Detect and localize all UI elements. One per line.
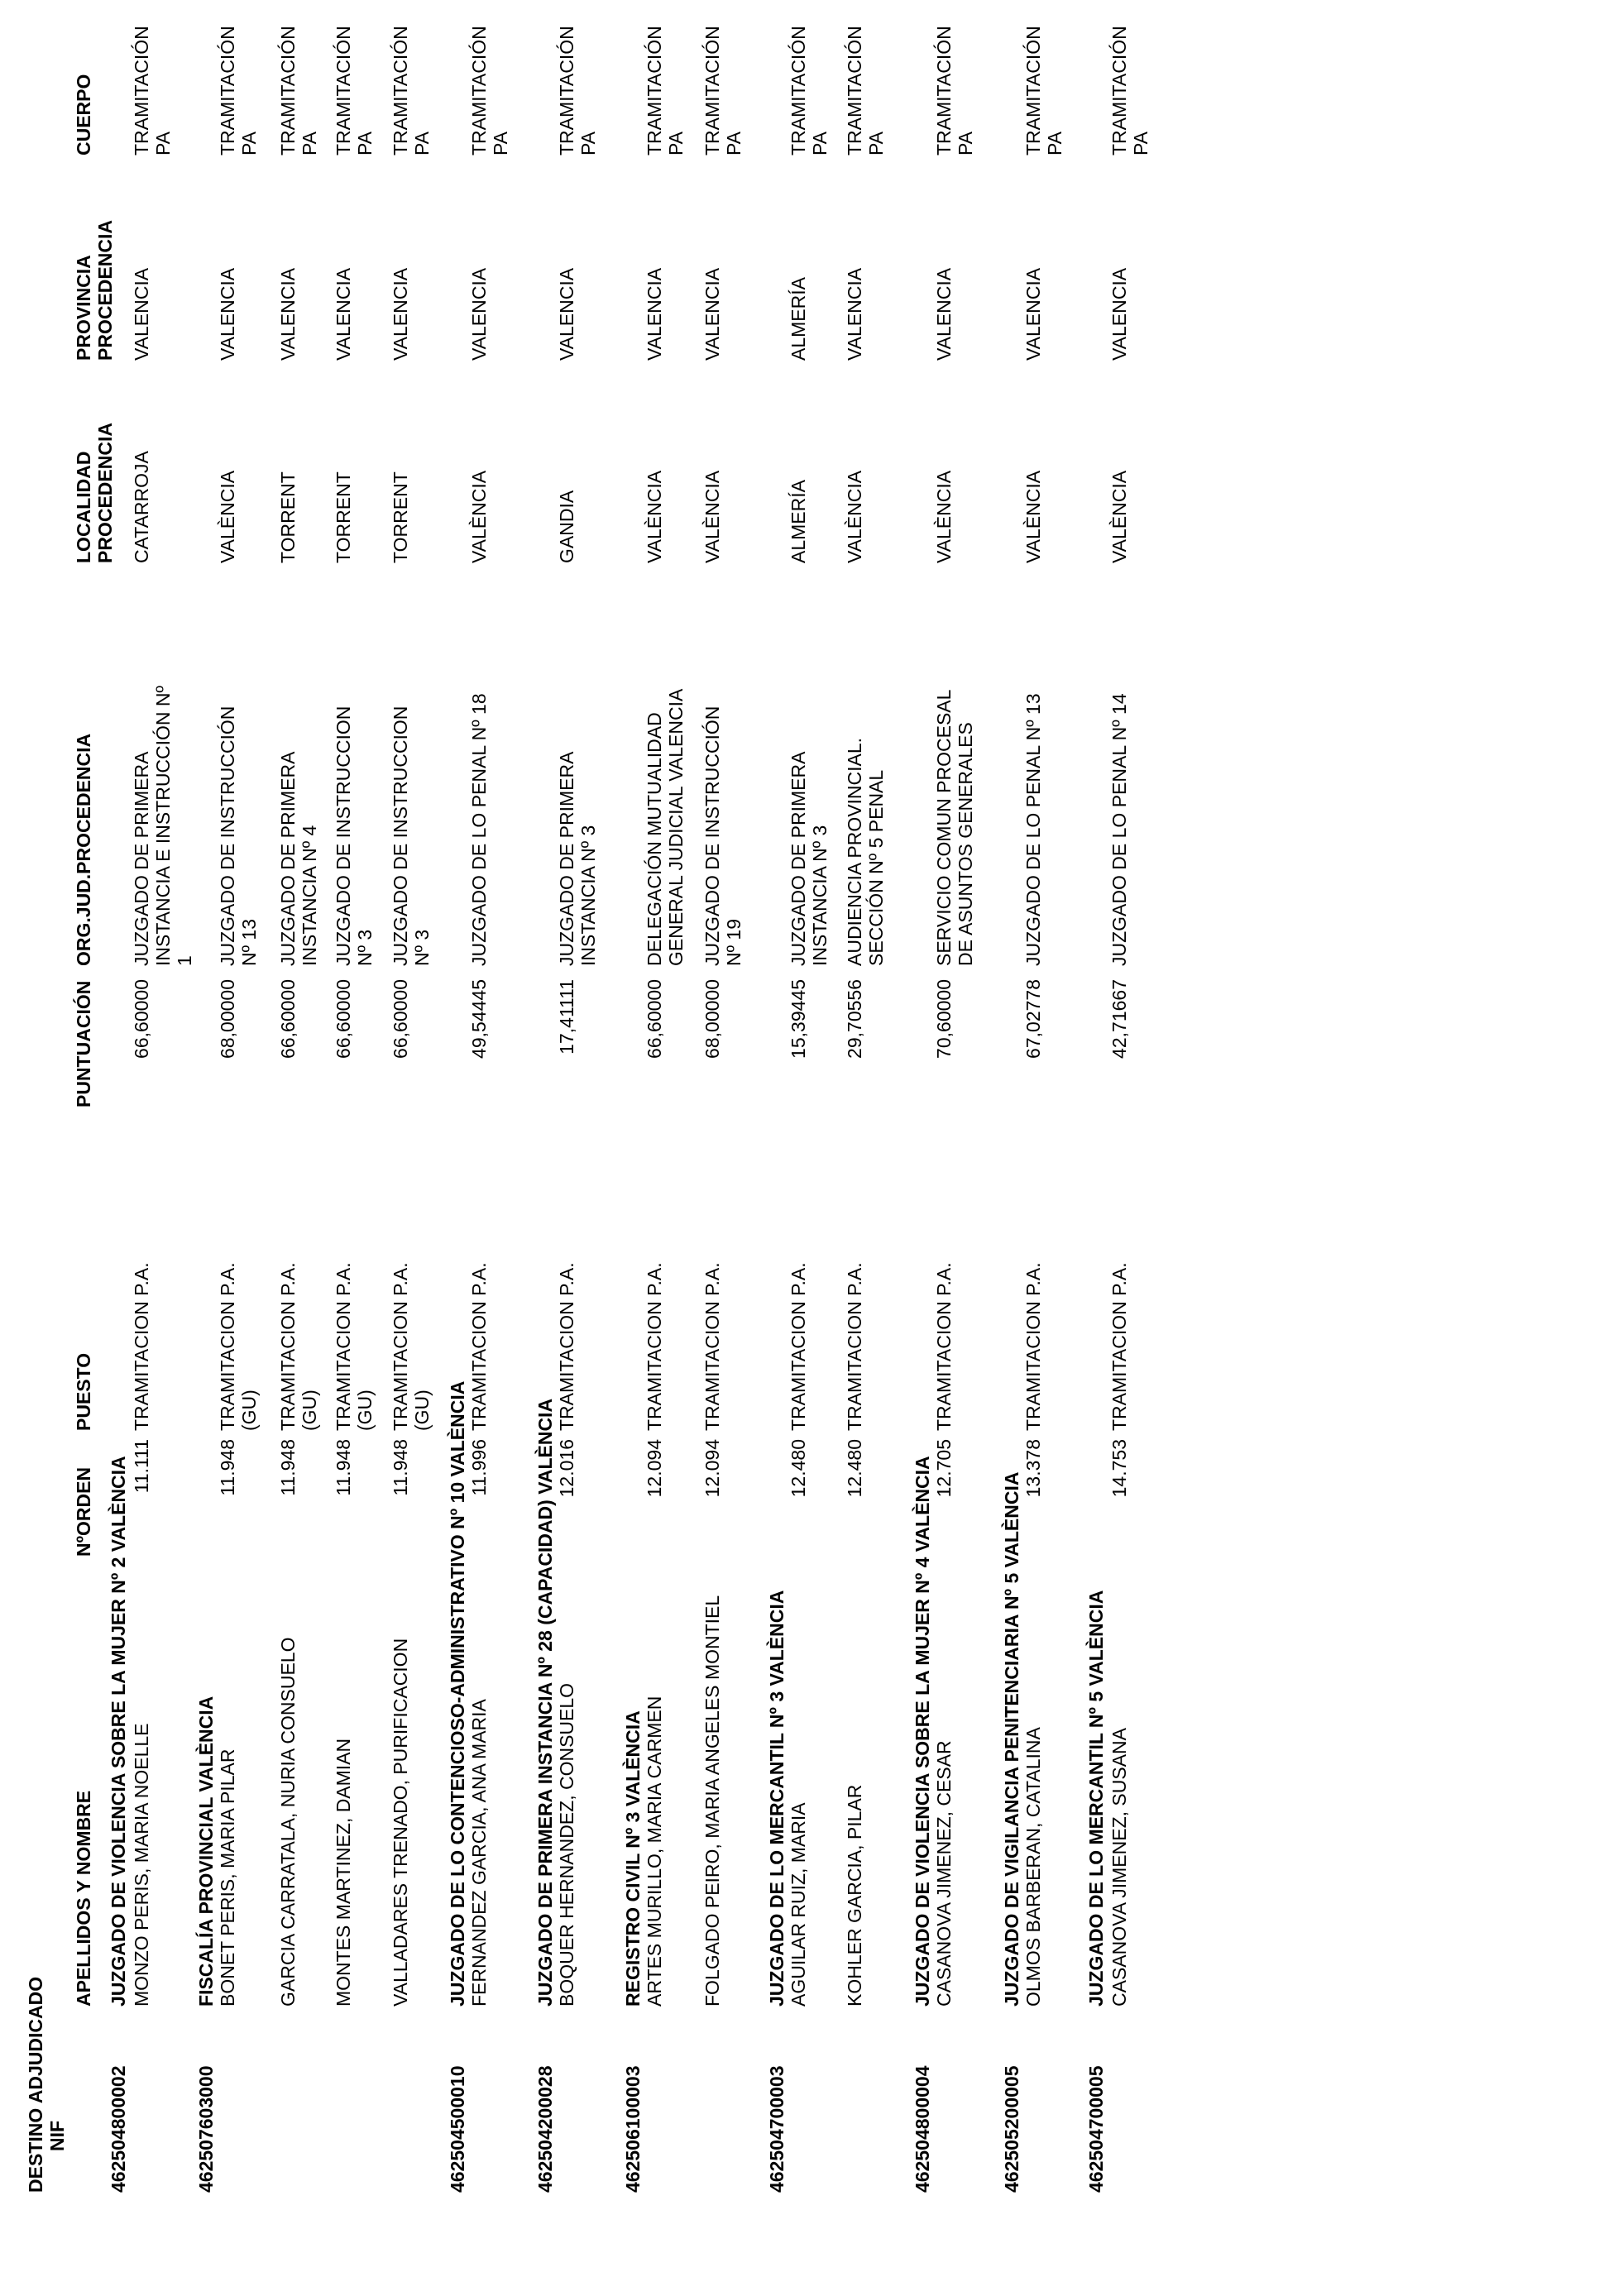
destino-nombre: JUZGADO DE LO MERCANTIL Nº 5 VALÈNCIA [1085,1590,1107,2007]
cell-provincia: VALENCIA [277,267,299,361]
destino-nombre: JUZGADO DE VIOLENCIA SOBRE LA MUJER Nº 2 VALÈNCIA [108,1456,129,2007]
cell-org-procedencia: JUZGADO DE LO PENAL Nº 18 [468,693,490,966]
cell-localidad: VALÈNCIA [468,470,490,563]
cell-puesto: TRAMITACION P.A. (GU) [333,1262,376,1431]
cell-puntuacion: 49,54445 [468,979,490,1059]
cell-org-procedencia: JUZGADO DE PRIMERA INSTANCIA Nº 3 [788,752,831,966]
destino-nif: 462507603000 [195,2065,217,2193]
cell-cuerpo: TRAMITACIÓN PA [1108,26,1151,155]
cell-puesto: TRAMITACION P.A. [1108,1262,1130,1431]
document-title: DESTINO ADJUDICADO [25,1976,46,2193]
cell-cuerpo: TRAMITACIÓN PA [468,26,511,155]
cell-provincia: VALENCIA [1022,267,1044,361]
cell-org-procedencia: SERVICIO COMUN PROCESAL DE ASUNTOS GENERALES [933,690,976,966]
cell-localidad: VALÈNCIA [1022,470,1044,563]
cell-cuerpo: TRAMITACIÓN PA [217,26,260,155]
header-cuerpo: CUERPO [73,74,94,155]
cell-org-procedencia: JUZGADO DE LO PENAL Nº 14 [1108,693,1130,966]
cell-puntuacion: 29,70556 [844,979,865,1059]
cell-puesto: TRAMITACION P.A. [644,1262,665,1431]
cell-localidad: TORRENT [277,471,299,563]
cell-puesto: TRAMITACION P.A. [701,1262,723,1431]
cell-localidad: GANDIA [556,490,577,563]
cell-puesto: TRAMITACION P.A. (GU) [390,1262,433,1431]
header-norden: NºORDEN [73,1466,94,1557]
destino-nif: 462504800002 [108,2065,129,2193]
destino-nif: 462504200028 [534,2065,556,2193]
cell-norden: 11.948 [390,1439,411,1496]
cell-nombre: ARTES MURILLO, MARIA CARMEN [644,1696,665,2007]
cell-puntuacion: 42,71667 [1108,979,1130,1059]
destino-nif: 462504700003 [766,2065,788,2193]
cell-cuerpo: TRAMITACIÓN PA [277,26,320,155]
cell-org-procedencia: JUZGADO DE PRIMERA INSTANCIA Nº 4 [277,752,320,966]
cell-nombre: CASANOVA JIMENEZ, CESAR [933,1740,955,2007]
cell-norden: 11.948 [217,1439,238,1496]
cell-localidad: ALMERÍA [788,480,809,563]
cell-provincia: VALENCIA [390,267,411,361]
cell-puntuacion: 17,41111 [556,979,577,1055]
cell-norden: 11.948 [277,1439,299,1496]
cell-norden: 12.705 [933,1439,955,1498]
cell-provincia: VALENCIA [556,267,577,361]
cell-org-procedencia: JUZGADO DE PRIMERA INSTANCIA Nº 3 [556,752,599,966]
destino-nif: 462505200005 [1001,2065,1022,2193]
cell-nombre: FERNANDEZ GARCIA, ANA MARIA [468,1699,490,2007]
cell-nombre: KOHLER GARCIA, PILAR [844,1784,865,2007]
destino-nombre: JUZGADO DE PRIMERA INSTANCIA Nº 28 (CAPACIDAD) VALÈNCIA [534,1398,556,2007]
cell-localidad: CATARROJA [131,451,152,563]
cell-puesto: TRAMITACION P.A. [788,1262,809,1431]
cell-puesto: TRAMITACION P.A. (GU) [277,1262,320,1431]
cell-puntuacion: 66,60000 [333,979,354,1059]
cell-org-procedencia: JUZGADO DE INSTRUCCIÓN Nº 19 [701,706,744,966]
cell-localidad: VALÈNCIA [1108,470,1130,563]
header-apellidos: APELLIDOS Y NOMBRE [73,1790,94,2007]
cell-localidad: VALÈNCIA [844,470,865,563]
header-puntuacion: PUNTUACIÓN [73,980,94,1107]
cell-nombre: GARCIA CARRATALA, NURIA CONSUELO [277,1637,299,2007]
cell-org-procedencia: JUZGADO DE LO PENAL Nº 13 [1022,693,1044,966]
cell-cuerpo: TRAMITACIÓN PA [844,26,887,155]
cell-puesto: TRAMITACION P.A. (GU) [217,1262,260,1431]
cell-puntuacion: 66,60000 [390,979,411,1059]
destino-nif: 462506100003 [622,2065,644,2193]
cell-provincia: VALENCIA [844,267,865,361]
cell-norden: 12.094 [644,1439,665,1498]
cell-puntuacion: 66,60000 [131,979,152,1059]
cell-org-procedencia: JUZGADO DE PRIMERA INSTANCIA E INSTRUCCIÓN Nº 1 [131,686,195,966]
header-localidad: LOCALIDAD PROCEDENCIA [73,423,116,563]
cell-provincia: VALENCIA [333,267,354,361]
cell-puesto: TRAMITACION P.A. [468,1262,490,1431]
cell-norden: 13.378 [1022,1439,1044,1498]
cell-provincia: VALENCIA [468,267,490,361]
destino-nombre: FISCALÍA PROVINCIAL VALÈNCIA [195,1696,217,2007]
header-puesto: PUESTO [73,1352,94,1431]
cell-puesto: TRAMITACION P.A. [131,1262,152,1431]
cell-cuerpo: TRAMITACIÓN PA [556,26,599,155]
cell-puntuacion: 67,02778 [1022,979,1044,1059]
destino-nif: 462504500010 [447,2065,468,2193]
cell-org-procedencia: AUDIENCIA PROVINCIAL. SECCIÓN Nº 5 PENAL [844,737,887,966]
cell-cuerpo: TRAMITACIÓN PA [131,26,174,155]
cell-cuerpo: TRAMITACIÓN PA [390,26,433,155]
cell-localidad: TORRENT [390,471,411,563]
cell-norden: 14.753 [1108,1439,1130,1498]
cell-puesto: TRAMITACION P.A. [1022,1262,1044,1431]
cell-provincia: VALENCIA [1108,267,1130,361]
destino-nombre: JUZGADO DE LO CONTENCIOSO-ADMINISTRATIVO Nº 10 VALÈNCIA [447,1380,468,2007]
cell-puesto: TRAMITACION P.A. [844,1262,865,1431]
cell-norden: 11.996 [468,1439,490,1496]
cell-localidad: VALÈNCIA [644,470,665,563]
cell-norden: 12.016 [556,1439,577,1498]
cell-norden: 11.948 [333,1439,354,1496]
cell-cuerpo: TRAMITACIÓN PA [933,26,976,155]
cell-norden: 12.480 [788,1439,809,1498]
cell-cuerpo: TRAMITACIÓN PA [1022,26,1065,155]
cell-localidad: TORRENT [333,471,354,563]
cell-nombre: BONET PERIS, MARIA PILAR [217,1748,238,2007]
cell-norden: 11.111 [131,1439,152,1494]
destino-nombre: JUZGADO DE LO MERCANTIL Nº 3 VALÈNCIA [766,1590,788,2007]
cell-provincia: VALENCIA [644,267,665,361]
cell-nombre: OLMOS BARBERAN, CATALINA [1022,1727,1044,2007]
cell-org-procedencia: JUZGADO DE INSTRUCCION Nº 3 [333,706,376,966]
cell-norden: 12.480 [844,1439,865,1498]
destino-nombre: REGISTRO CIVIL Nº 3 VALÈNCIA [622,1710,644,2007]
cell-localidad: VALÈNCIA [933,470,955,563]
cell-provincia: VALENCIA [217,267,238,361]
cell-nombre: MONZO PERIS, MARIA NOELLE [131,1723,152,2007]
cell-localidad: VALÈNCIA [217,470,238,563]
cell-norden: 12.094 [701,1439,723,1498]
cell-nombre: FOLGADO PEIRO, MARIA ANGELES MONTIEL [701,1595,723,2007]
cell-provincia: ALMERÍA [788,277,809,361]
cell-cuerpo: TRAMITACIÓN PA [333,26,376,155]
cell-localidad: VALÈNCIA [701,470,723,563]
cell-nombre: VALLADARES TRENADO, PURIFICACION [390,1638,411,2007]
cell-org-procedencia: DELEGACIÓN MUTUALIDAD GENERAL JUDICIAL VALENCIA [644,688,687,966]
cell-puntuacion: 66,60000 [277,979,299,1059]
cell-org-procedencia: JUZGADO DE INSTRUCCION Nº 3 [390,706,433,966]
destino-nif: 462504800004 [912,2065,933,2193]
cell-puesto: TRAMITACION P.A. [556,1262,577,1431]
cell-nombre: CASANOVA JIMENEZ, SUSANA [1108,1728,1130,2007]
cell-puntuacion: 66,60000 [644,979,665,1059]
cell-puntuacion: 68,00000 [701,979,723,1059]
cell-cuerpo: TRAMITACIÓN PA [644,26,687,155]
cell-cuerpo: TRAMITACIÓN PA [701,26,744,155]
cell-nombre: MONTES MARTINEZ, DAMIAN [333,1738,354,2007]
destino-nif: 462504700005 [1085,2065,1107,2193]
cell-org-procedencia: JUZGADO DE INSTRUCCIÓN Nº 13 [217,706,260,966]
destino-nombre: JUZGADO DE VIGILANCIA PENITENCIARIA Nº 5 VALÈNCIA [1001,1471,1022,2007]
header-nif: NIF [46,2120,68,2151]
destino-nombre: JUZGADO DE VIOLENCIA SOBRE LA MUJER Nº 4 VALÈNCIA [912,1456,933,2007]
cell-puesto: TRAMITACION P.A. [933,1262,955,1431]
header-provincia: PROVINCIA PROCEDENCIA [73,220,116,361]
cell-nombre: AGUILAR RUIZ, MARIA [788,1802,809,2007]
header-org: ORG.JUD.PROCEDENCIA [73,733,94,966]
cell-nombre: BOQUER HERNANDEZ, CONSUELO [556,1682,577,2007]
cell-provincia: VALENCIA [131,267,152,361]
cell-cuerpo: TRAMITACIÓN PA [788,26,831,155]
cell-provincia: VALENCIA [701,267,723,361]
cell-puntuacion: 70,60000 [933,979,955,1059]
cell-puntuacion: 15,39445 [788,979,809,1059]
cell-provincia: VALENCIA [933,267,955,361]
cell-puntuacion: 68,00000 [217,979,238,1059]
